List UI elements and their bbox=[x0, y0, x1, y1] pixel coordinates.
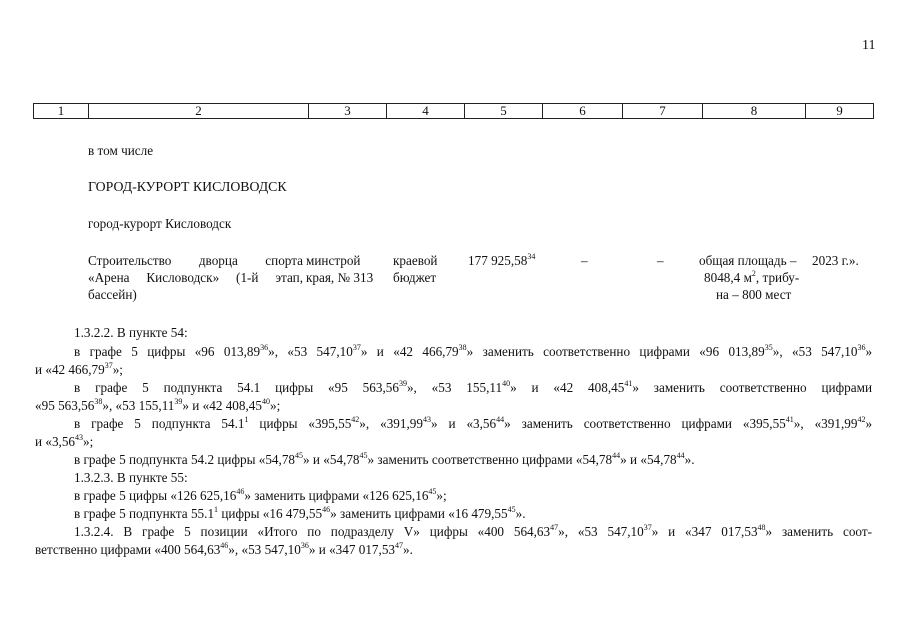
object-name-line1: Строительство дворца спорта bbox=[88, 253, 303, 268]
paragraph-line: в графе 5 цифры «126 625,16$^{46}$» заменить цифрами «126 625,16$^{45}$»; bbox=[74, 487, 447, 503]
funding-source-line2: бюджет bbox=[393, 270, 437, 285]
paragraph-line: ветственно цифрами «400 564,63$^{46}$», «53 547,10$^{36}$» и «347 017,53$^{47}$». bbox=[35, 541, 413, 557]
description-line3: на – 800 мест bbox=[716, 287, 792, 302]
owner-line2: края, № 313 bbox=[306, 270, 374, 285]
description-line2: 8048,4 $м^2$, трибу- bbox=[704, 269, 800, 285]
object-name-line3: бассейн) bbox=[88, 287, 137, 302]
paragraph-line: в графе 5 подпункта 54.1 цифры «95 563,56$^{39}$», «53 155,11$^{40}$» и «42 408,45$^{41}$» заменить соответственно цифрами bbox=[74, 379, 873, 395]
paragraph-line: и «3,56$^{43}$»; bbox=[35, 433, 94, 449]
paragraph-line: в графе 5 подпункта 55.1$^1$ цифры «16 479,55$^{46}$» заменить цифрами «16 479,55$^{45}$». bbox=[74, 505, 526, 521]
header-cell: 1 bbox=[34, 104, 89, 119]
paragraph-1-3-2-3: 1.3.2.3. В пункте 55: bbox=[74, 470, 188, 485]
object-name-line2: «Арена Кисловодск» (1-й этап, bbox=[88, 270, 303, 285]
header-cell: 6 bbox=[543, 104, 623, 119]
city-subtitle: город-курорт Кисловодск bbox=[88, 216, 232, 231]
header-cell: 3 bbox=[309, 104, 387, 119]
header-cell: 4 bbox=[387, 104, 465, 119]
paragraph-1-3-2-2: 1.3.2.2. В пункте 54: bbox=[74, 325, 188, 340]
header-cell: 9 bbox=[806, 104, 874, 119]
amount-cell: 177 925,58$^{34}$ bbox=[468, 252, 536, 268]
paragraph-line: в графе 5 подпункта 54.1$^1$ цифры «395,55$^{42}$», «391,99$^{43}$» и «3,56$^{44}$» заменить соответственно цифрами «395,55$^{41}$», «391,99$^{42}$» bbox=[74, 415, 873, 431]
year-cell: 2023 г.». bbox=[812, 253, 859, 268]
page-number: 11 bbox=[862, 38, 876, 53]
paragraph-line: и «42 466,79$^{37}$»; bbox=[35, 361, 123, 377]
paragraph-line: в графе 5 цифры «96 013,89$^{36}$», «53 547,10$^{37}$» и «42 466,79$^{38}$» заменить соответственно цифрами «96 013,89$^{35}$», «53 547,10$^{36}$» bbox=[74, 343, 873, 359]
header-cell: 8 bbox=[703, 104, 806, 119]
paragraph-1-3-2-4: 1.3.2.4. В графе 5 позиции «Итого по подразделу V» цифры «400 564,63$^{47}$», «53 547,10$^{37}$» и «347 017,53$^{48}$» заменить соот- bbox=[74, 523, 872, 539]
funding-source-line1: краевой bbox=[393, 253, 438, 268]
header-cell: 7 bbox=[623, 104, 703, 119]
description-line1: общая площадь – bbox=[699, 253, 797, 268]
city-title: ГОРОД-КУРОРТ КИСЛОВОДСК bbox=[88, 179, 287, 194]
including-label: в том числе bbox=[88, 143, 154, 158]
paragraph-line: в графе 5 подпункта 54.2 цифры «54,78$^{45}$» и «54,78$^{45}$» заменить соответственно цифрами «54,78$^{44}$» и «54,78$^{44}$». bbox=[74, 451, 695, 467]
paragraph-line: «95 563,56$^{38}$», «53 155,11$^{39}$» и «42 408,45$^{40}$»; bbox=[35, 397, 281, 413]
header-cell: 2 bbox=[89, 104, 309, 119]
col6-cell: – bbox=[581, 253, 588, 268]
col7-cell: – bbox=[657, 253, 664, 268]
header-cell: 5 bbox=[465, 104, 543, 119]
column-number-header bbox=[33, 103, 874, 119]
owner-line1: минстрой bbox=[306, 253, 361, 268]
